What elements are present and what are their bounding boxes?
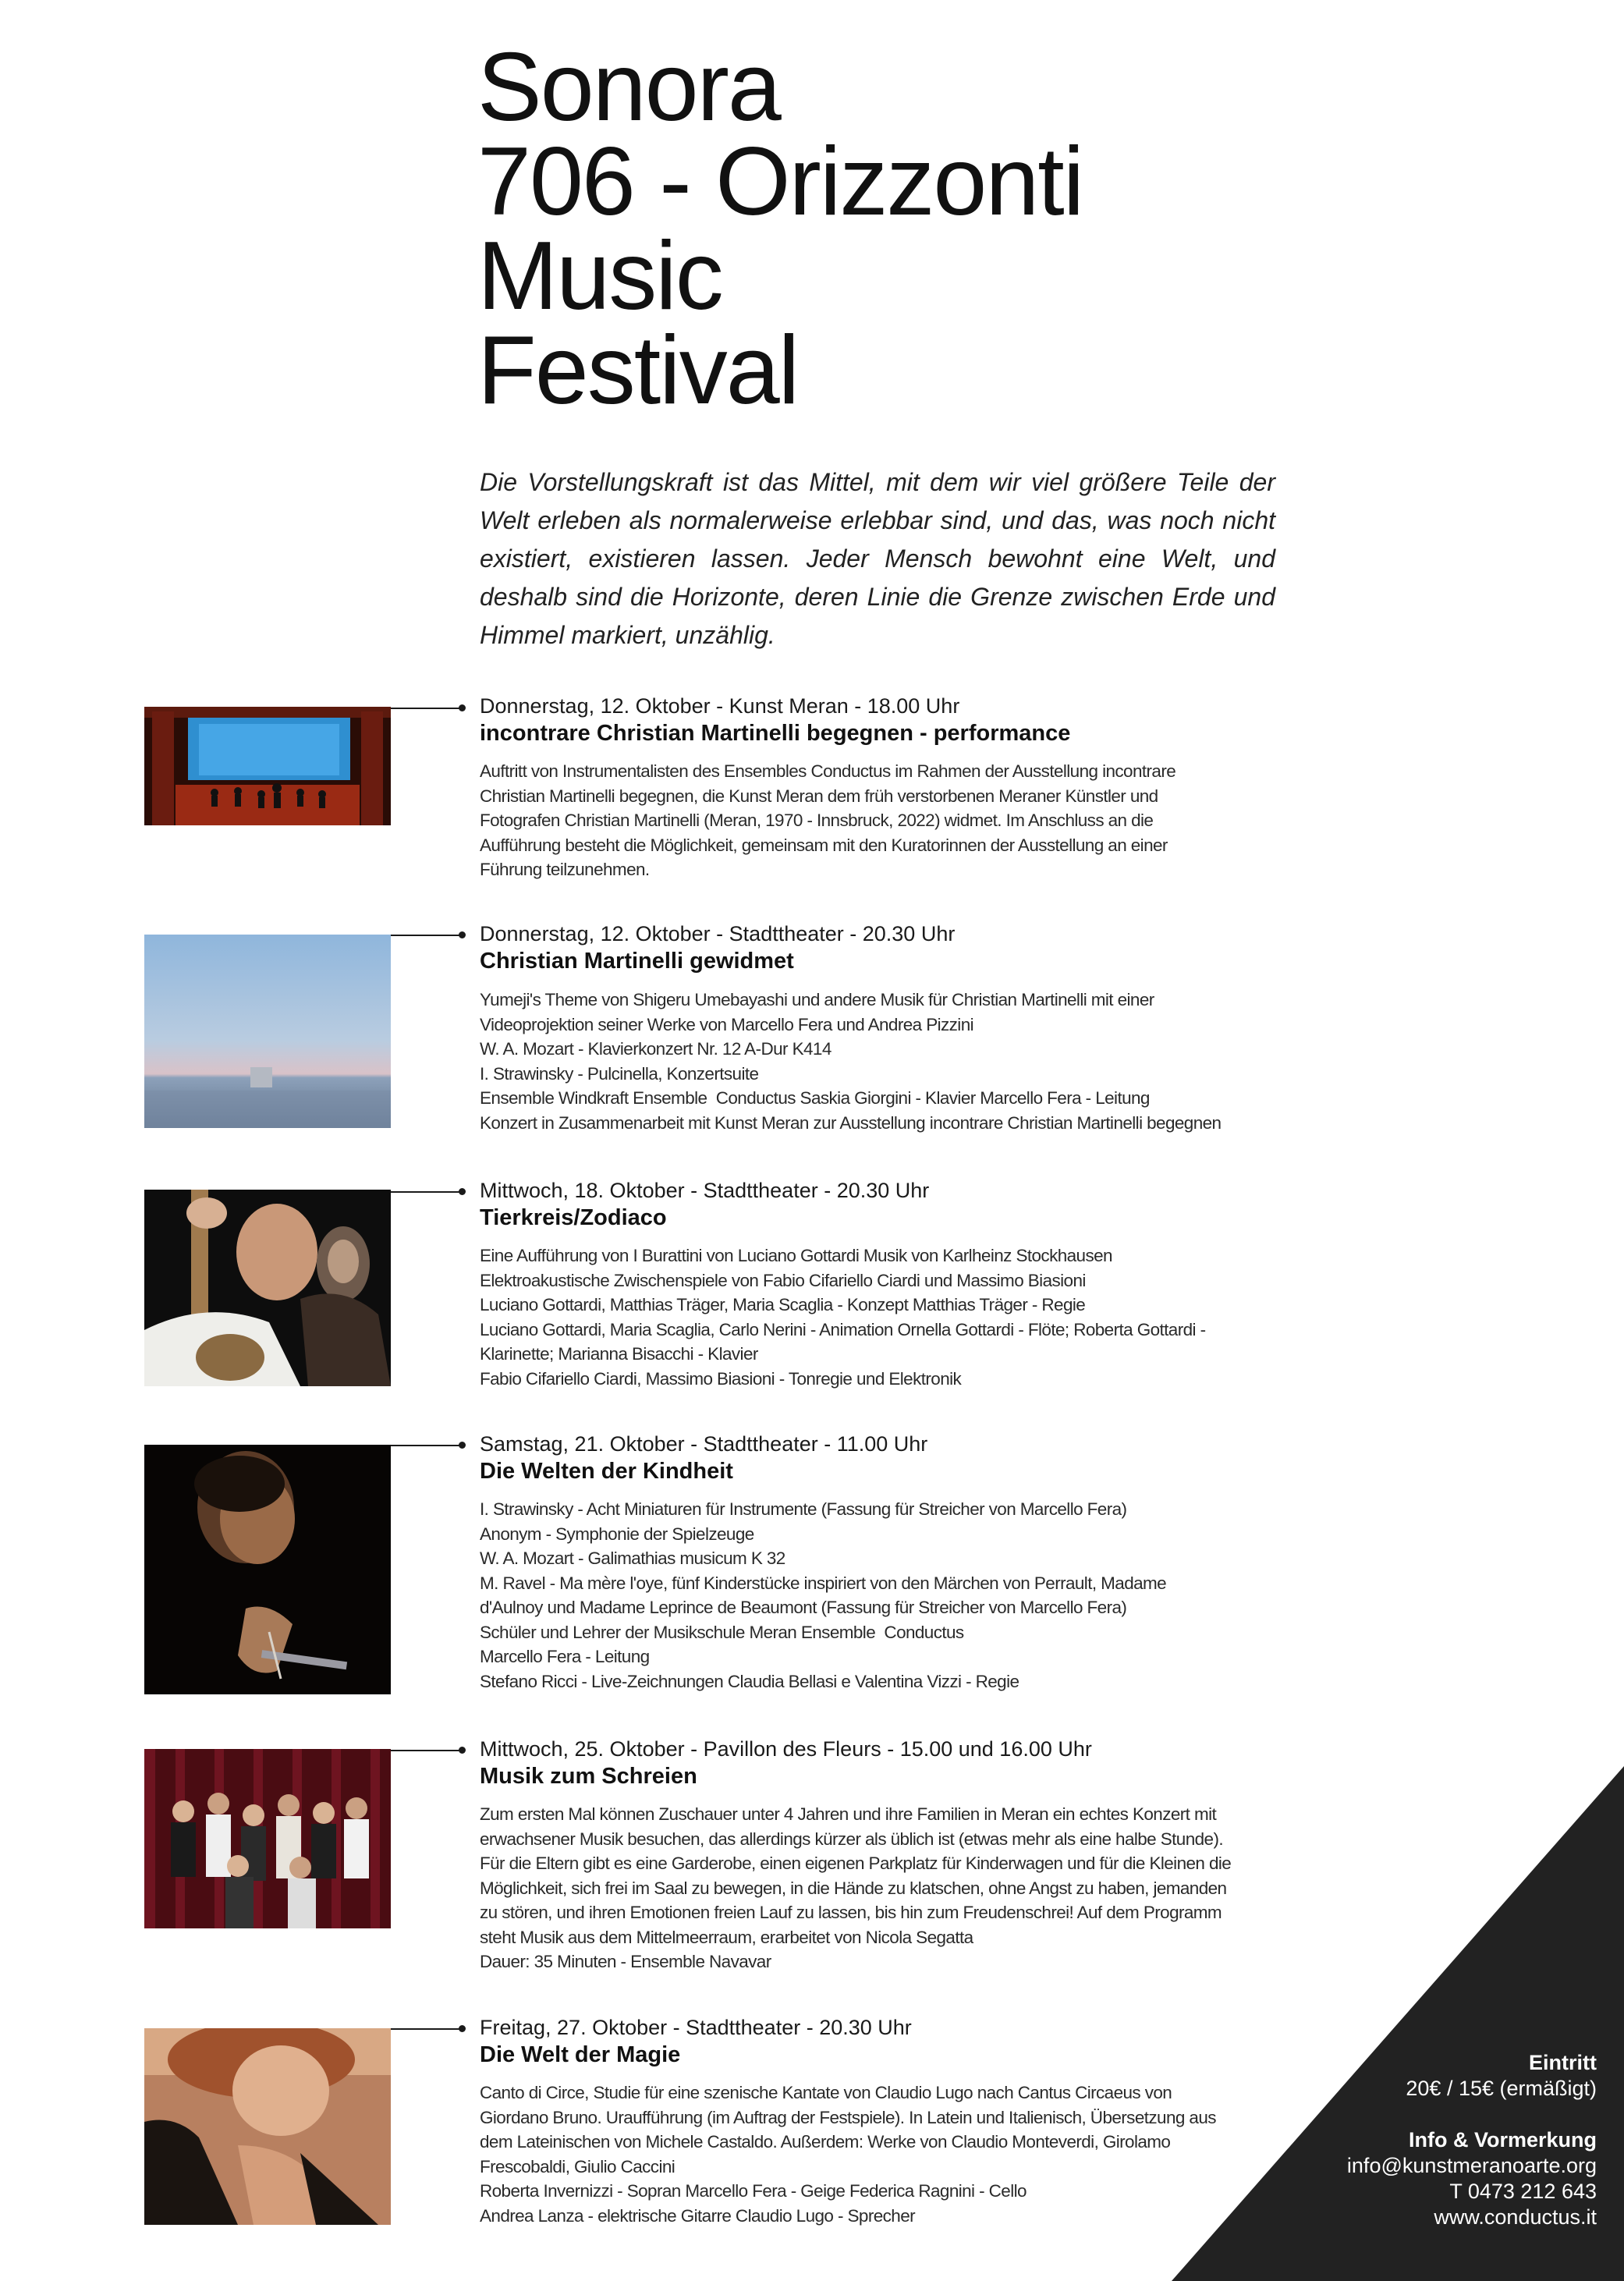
event-description: [480, 759, 1271, 882]
bullet-dot: [459, 1188, 466, 1195]
desc-line: d'Aulnoy und Madame Leprince de Beaumont (Fassung für Streicher von Marcello Fera): [480, 1598, 1127, 1617]
title-line-4: Festival: [477, 317, 799, 424]
desc-line: Dauer: 35 Minuten - Ensemble Navavar: [480, 1952, 771, 1971]
entry-heading: Eintritt: [1529, 2051, 1597, 2074]
desc-line: Marcello Fera - Leitung: [480, 1647, 650, 1666]
info-spacer: [1347, 2102, 1597, 2127]
event-photo-puppeteer: [144, 1190, 391, 1386]
event-date: Donnerstag, 12. Oktober - Kunst Meran - 18.00 Uhr: [480, 694, 960, 718]
desc-line: Auftritt von Instrumentalisten des Ensembles Conductus im Rahmen der Ausstellung incontrare: [480, 761, 1176, 781]
event-title: Musik zum Schreien: [480, 1764, 697, 1789]
bullet-dot: [459, 931, 466, 938]
desc-line: zu stören, und ihren Emotionen freien Lauf zu lassen, bis hin zum Freudenschrei! Auf dem Programm: [480, 1903, 1222, 1922]
desc-line: Anonym - Symphonie der Spielzeuge: [480, 1524, 754, 1544]
entry-price: 20€ / 15€ (ermäßigt): [1406, 2077, 1597, 2100]
contact-heading: Info & Vormerkung: [1408, 2128, 1597, 2152]
event-date: Freitag, 27. Oktober - Stadttheater - 20.30 Uhr: [480, 2016, 912, 2039]
connector-line: [391, 935, 463, 936]
desc-line: Giordano Bruno. Uraufführung (im Auftrag der Festspiele). In Latein und Italienisch, Übersetzung aus: [480, 2107, 1216, 2127]
event-title: Tierkreis/Zodiaco: [480, 1205, 667, 1230]
desc-line: Stefano Ricci - Live-Zeichnungen Claudia Bellasi e Valentina Vizzi - Regie: [480, 1671, 1019, 1691]
desc-line: Zum ersten Mal können Zuschauer unter 4 Jahren und ihre Familien in Meran ein echtes Konzert mit: [480, 1804, 1217, 1824]
intro-text: Die Vorstellungskraft ist das Mittel, mit dem wir viel größere Teile der Welt erleben als normalerweise erlebbar sind, und das, was noch nicht existiert, existieren lassen. Jeder Mensch bewohnt eine Welt, und deshalb sind die Horizonte, deren Linie die Grenze zwischen Erde und Himmel markiert, unzählig.: [480, 468, 1275, 649]
event-date: Mittwoch, 25. Oktober - Pavillon des Fleurs - 15.00 und 16.00 Uhr: [480, 1737, 1092, 1761]
title-line-2: 706 - Orizzonti: [477, 128, 1083, 236]
desc-line: Möglichkeit, sich frei im Saal zu bewegen, in die Hände zu klatschen, ohne Angst zu haben, jemanden: [480, 1878, 1227, 1898]
desc-line: Elektroakustische Zwischenspiele von Fabio Cifariello Ciardi und Massimo Biasioni: [480, 1270, 1086, 1290]
desc-line: Für die Eltern gibt es eine Garderobe, einen eigenen Parkplatz für Kinderwagen und für die Kleinen die: [480, 1854, 1232, 1873]
desc-line: I. Strawinsky - Pulcinella, Konzertsuite: [480, 1063, 759, 1084]
bullet-dot: [459, 704, 466, 711]
connector-line: [391, 708, 463, 709]
event-date: Samstag, 21. Oktober - Stadttheater - 11.00 Uhr: [480, 1432, 928, 1456]
desc-line: Videoprojektion seiner Werke von Marcello Fera und Andrea Pizzini: [480, 1014, 974, 1034]
event-photo-band-group: [144, 1749, 391, 1928]
event-title: Die Welt der Magie: [480, 2042, 681, 2067]
event-photo-drawing-artist: [144, 1445, 391, 1694]
event-description: [480, 1243, 1271, 1391]
contact-phone: T 0473 212 643: [1449, 2180, 1597, 2203]
info-panel: [1347, 2050, 1597, 2230]
desc-line: Eine Aufführung von I Burattini von Luciano Gottardi Musik von Karlheinz Stockhausen: [480, 1246, 1112, 1265]
desc-line: Canto di Circe, Studie für eine szenische Kantate von Claudio Lugo nach Cantus Circaeus von: [480, 2083, 1172, 2102]
connector-line: [391, 1191, 463, 1193]
desc-line: steht Musik aus dem Mittelmeerraum, erarbeitet von Nicola Segatta: [480, 1927, 973, 1947]
desc-line: Fabio Cifariello Ciardi, Massimo Biasioni - Tonregie und Elektronik: [480, 1368, 962, 1389]
event-description: [480, 2081, 1271, 2228]
event-title: incontrare Christian Martinelli begegnen - performance: [480, 721, 1071, 746]
contact-website[interactable]: www.conductus.it: [1434, 2205, 1597, 2229]
connector-line: [391, 1750, 463, 1751]
bullet-dot: [459, 1747, 466, 1754]
desc-line: M. Ravel - Ma mère l'oye, fünf Kinderstücke inspiriert von den Märchen von Perrault, Madame: [480, 1573, 1167, 1593]
desc-line: I. Strawinsky - Acht Miniaturen für Instrumente (Fassung für Streicher von Marcello Fera): [480, 1499, 1127, 1519]
desc-line: Klarinette; Marianna Bisacchi - Klavier: [480, 1344, 758, 1364]
desc-line: Konzert in Zusammenarbeit mit Kunst Meran zur Ausstellung incontrare Christian Martinelli begegnen: [480, 1112, 1222, 1133]
event-photo-singer-woman: [144, 2028, 391, 2225]
event-description: [480, 1802, 1271, 1974]
desc-line: erwachsener Musik besuchen, das allerdings kürzer als üblich ist (etwas mehr als eine halbe Stunde).: [480, 1829, 1224, 1849]
desc-line: dem Lateinischen von Michele Castaldo. Außerdem: Werke von Claudio Monteverdi, Girolamo: [480, 2132, 1171, 2152]
connector-line: [391, 1445, 463, 1446]
desc-line: Aufführung besteht die Möglichkeit, gemeinsam mit den Kuratorinnen der Ausstellung an einer: [480, 835, 1168, 855]
desc-line: Schüler und Lehrer der Musikschule Meran Ensemble Conductus: [480, 1622, 964, 1642]
title-line-1: Sonora: [477, 34, 780, 141]
event-title: Die Welten der Kindheit: [480, 1459, 733, 1484]
desc-line: Yumeji's Theme von Shigeru Umebayashi und andere Musik für Christian Martinelli mit einer: [480, 990, 1154, 1009]
desc-line: Luciano Gottardi, Maria Scaglia, Carlo Nerini - Animation Ornella Gottardi - Flöte; Roberta Gottardi -: [480, 1319, 1206, 1339]
desc-line: Roberta Invernizzi - Sopran Marcello Fera - Geige Federica Ragnini - Cello: [480, 2181, 1027, 2201]
event-photo-seascape-cube: [144, 935, 391, 1128]
event-description: [480, 1497, 1271, 1694]
festival-title: [477, 34, 1413, 424]
desc-line: Luciano Gottardi, Matthias Träger, Maria Scaglia - Konzept Matthias Träger - Regie: [480, 1295, 1086, 1314]
desc-line: W. A. Mozart - Galimathias musicum K 32: [480, 1548, 785, 1568]
desc-line: Christian Martinelli begegnen, die Kunst Meran dem früh verstorbenen Meraner Künstler und: [480, 786, 1158, 806]
bullet-dot: [459, 1442, 466, 1449]
desc-line: Frescobaldi, Giulio Caccini: [480, 2156, 675, 2176]
desc-line: Fotografen Christian Martinelli (Meran, 1970 - Innsbruck, 2022) widmet. Im Anschluss an die: [480, 811, 1154, 830]
bullet-dot: [459, 2025, 466, 2032]
contact-email[interactable]: info@kunstmeranoarte.org: [1346, 2154, 1597, 2177]
event-title: Christian Martinelli gewidmet: [480, 949, 794, 974]
event-date: Mittwoch, 18. Oktober - Stadttheater - 20.30 Uhr: [480, 1179, 930, 1202]
title-line-3: Music: [477, 222, 722, 330]
desc-line: Führung teilzunehmen.: [480, 860, 650, 879]
event-photo-stage-ensemble: [144, 707, 391, 825]
event-description: [480, 988, 1271, 1135]
desc-line: W. A. Mozart - Klavierkonzert Nr. 12 A-Dur K414: [480, 1039, 832, 1059]
desc-line: Ensemble Windkraft Ensemble Conductus Saskia Giorgini - Klavier Marcello Fera - Leitung: [480, 1088, 1150, 1108]
desc-line: Andrea Lanza - elektrische Gitarre Claudio Lugo - Sprecher: [480, 2205, 916, 2226]
connector-line: [391, 2028, 463, 2030]
event-date: Donnerstag, 12. Oktober - Stadttheater - 20.30 Uhr: [480, 922, 956, 945]
